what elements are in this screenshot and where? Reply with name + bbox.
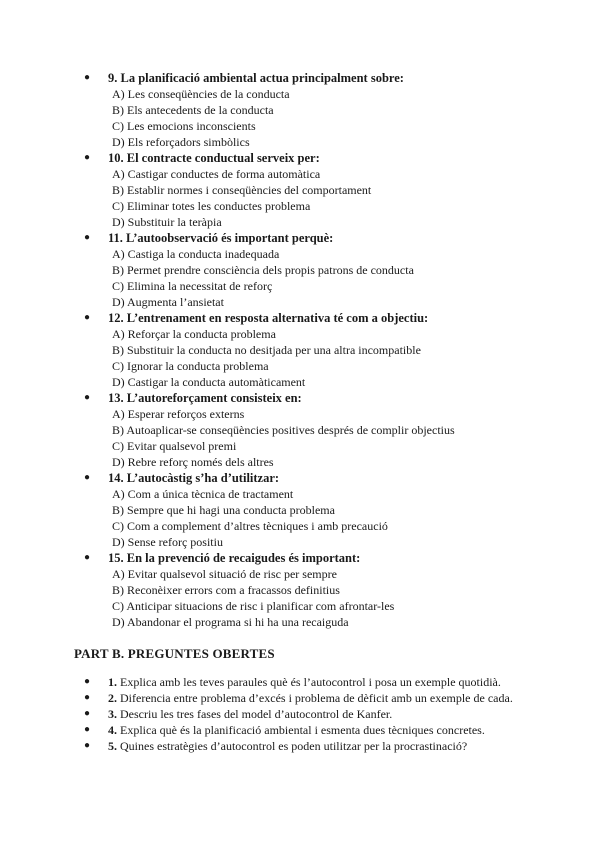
- options-list: [88, 246, 568, 310]
- options-list: [88, 166, 568, 230]
- question-heading: [84, 70, 568, 86]
- option-b: B) Permet prendre consciència dels propis patrons de conducta: [112, 263, 414, 277]
- question-9: [84, 70, 568, 150]
- option-d: D) Sense reforç positiu: [112, 535, 223, 549]
- option-b: B) Establir normes i conseqüències del comportament: [112, 183, 372, 197]
- options-list: [88, 406, 568, 470]
- options-list: [88, 86, 568, 150]
- option-a: A) Evitar qualsevol situació de risc per sempre: [112, 567, 337, 581]
- question-number: 4.: [108, 723, 117, 737]
- option-c: C) Elimina la necessitat de reforç: [112, 279, 273, 293]
- option-b: B) Els antecedents de la conducta: [112, 103, 274, 117]
- question-number: 1.: [108, 675, 117, 689]
- question-10: [84, 150, 568, 230]
- question-title: 10. El contracte conductual serveix per:: [108, 151, 320, 165]
- question-title: 12. L’entrenament en resposta alternativa té com a objectiu:: [108, 311, 429, 325]
- question-13: [84, 390, 568, 470]
- open-question-2: [84, 690, 568, 706]
- option-b: B) Substituir la conducta no desitjada per una altra incompatible: [112, 343, 421, 357]
- option-d: D) Els reforçadors simbòlics: [112, 135, 250, 149]
- option-a: A) Com a única tècnica de tractament: [112, 487, 294, 501]
- question-heading: [84, 230, 568, 246]
- option-c: C) Eliminar totes les conductes problema: [112, 199, 311, 213]
- option-b: B) Autoaplicar-se conseqüències positives després de complir objectius: [112, 423, 455, 437]
- option-a: A) Castigar conductes de forma automàtica: [112, 167, 321, 181]
- option-a: A) Castiga la conducta inadequada: [112, 247, 280, 261]
- question-heading: [84, 150, 568, 166]
- question-title: 15. En la prevenció de recaigudes és important:: [108, 551, 361, 565]
- bullet-icon: ●: [84, 676, 91, 687]
- open-question-5: [84, 738, 568, 754]
- bullet-icon: ●: [84, 692, 91, 703]
- question-number: 2.: [108, 691, 117, 705]
- bullet-icon: ●: [84, 472, 91, 483]
- question-heading: [84, 390, 568, 406]
- bullet-icon: ●: [84, 392, 91, 403]
- question-11: [84, 230, 568, 310]
- bullet-icon: ●: [84, 740, 91, 751]
- bullet-icon: ●: [84, 708, 91, 719]
- option-d: D) Augmenta l’ansietat: [112, 295, 224, 309]
- open-questions-list: [84, 674, 568, 754]
- multiple-choice-list: [84, 70, 568, 630]
- question-title: 14. L’autocàstig s’ha d’utilitzar:: [108, 471, 280, 485]
- question-number: 3.: [108, 707, 117, 721]
- question-heading: [84, 550, 568, 566]
- question-title: 11. L’autoobservació és important perquè:: [108, 231, 334, 245]
- option-d: D) Substituir la teràpia: [112, 215, 222, 229]
- question-heading: [84, 310, 568, 326]
- open-question-1: [84, 674, 568, 690]
- question-text: Diferencia entre problema d’excés i problema de dèficit amb un exemple de cada.: [120, 691, 513, 705]
- option-a: A) Esperar reforços externs: [112, 407, 245, 421]
- question-text: Explica amb les teves paraules què és l’autocontrol i posa un exemple quotidià.: [120, 675, 501, 689]
- option-c: C) Anticipar situacions de risc i planificar com afrontar-les: [112, 599, 395, 613]
- option-c: C) Les emocions inconscients: [112, 119, 256, 133]
- bullet-icon: ●: [84, 232, 91, 243]
- question-15: [84, 550, 568, 630]
- question-text: Descriu les tres fases del model d’autocontrol de Kanfer.: [120, 707, 393, 721]
- option-c: C) Ignorar la conducta problema: [112, 359, 269, 373]
- bullet-icon: ●: [84, 724, 91, 735]
- options-list: [88, 566, 568, 630]
- option-d: D) Abandonar el programa si hi ha una recaiguda: [112, 615, 349, 629]
- question-12: [84, 310, 568, 390]
- question-number: 5.: [108, 739, 117, 753]
- option-d: D) Castigar la conducta automàticament: [112, 375, 306, 389]
- option-b: B) Reconèixer errors com a fracassos definitius: [112, 583, 340, 597]
- option-a: A) Les conseqüències de la conducta: [112, 87, 290, 101]
- option-d: D) Rebre reforç només dels altres: [112, 455, 274, 469]
- question-heading: [84, 470, 568, 486]
- open-question-4: [84, 722, 568, 738]
- question-14: [84, 470, 568, 550]
- bullet-icon: ●: [84, 152, 91, 163]
- options-list: [88, 486, 568, 550]
- option-b: B) Sempre que hi hagi una conducta problema: [112, 503, 335, 517]
- question-text: Quines estratègies d’autocontrol es poden utilitzar per la procrastinació?: [120, 739, 468, 753]
- bullet-icon: ●: [84, 72, 91, 83]
- options-list: [88, 326, 568, 390]
- option-a: A) Reforçar la conducta problema: [112, 327, 276, 341]
- section-title: PART B. PREGUNTES OBERTES: [74, 646, 275, 661]
- open-question-3: [84, 706, 568, 722]
- question-text: Explica què és la planificació ambiental i esmenta dues tècniques concretes.: [120, 723, 485, 737]
- bullet-icon: ●: [84, 552, 91, 563]
- question-title: 13. L’autoreforçament consisteix en:: [108, 391, 302, 405]
- option-c: C) Com a complement d’altres tècniques i amb precaució: [112, 519, 388, 533]
- option-c: C) Evitar qualsevol premi: [112, 439, 237, 453]
- question-title: 9. La planificació ambiental actua principalment sobre:: [108, 71, 404, 85]
- bullet-icon: ●: [84, 312, 91, 323]
